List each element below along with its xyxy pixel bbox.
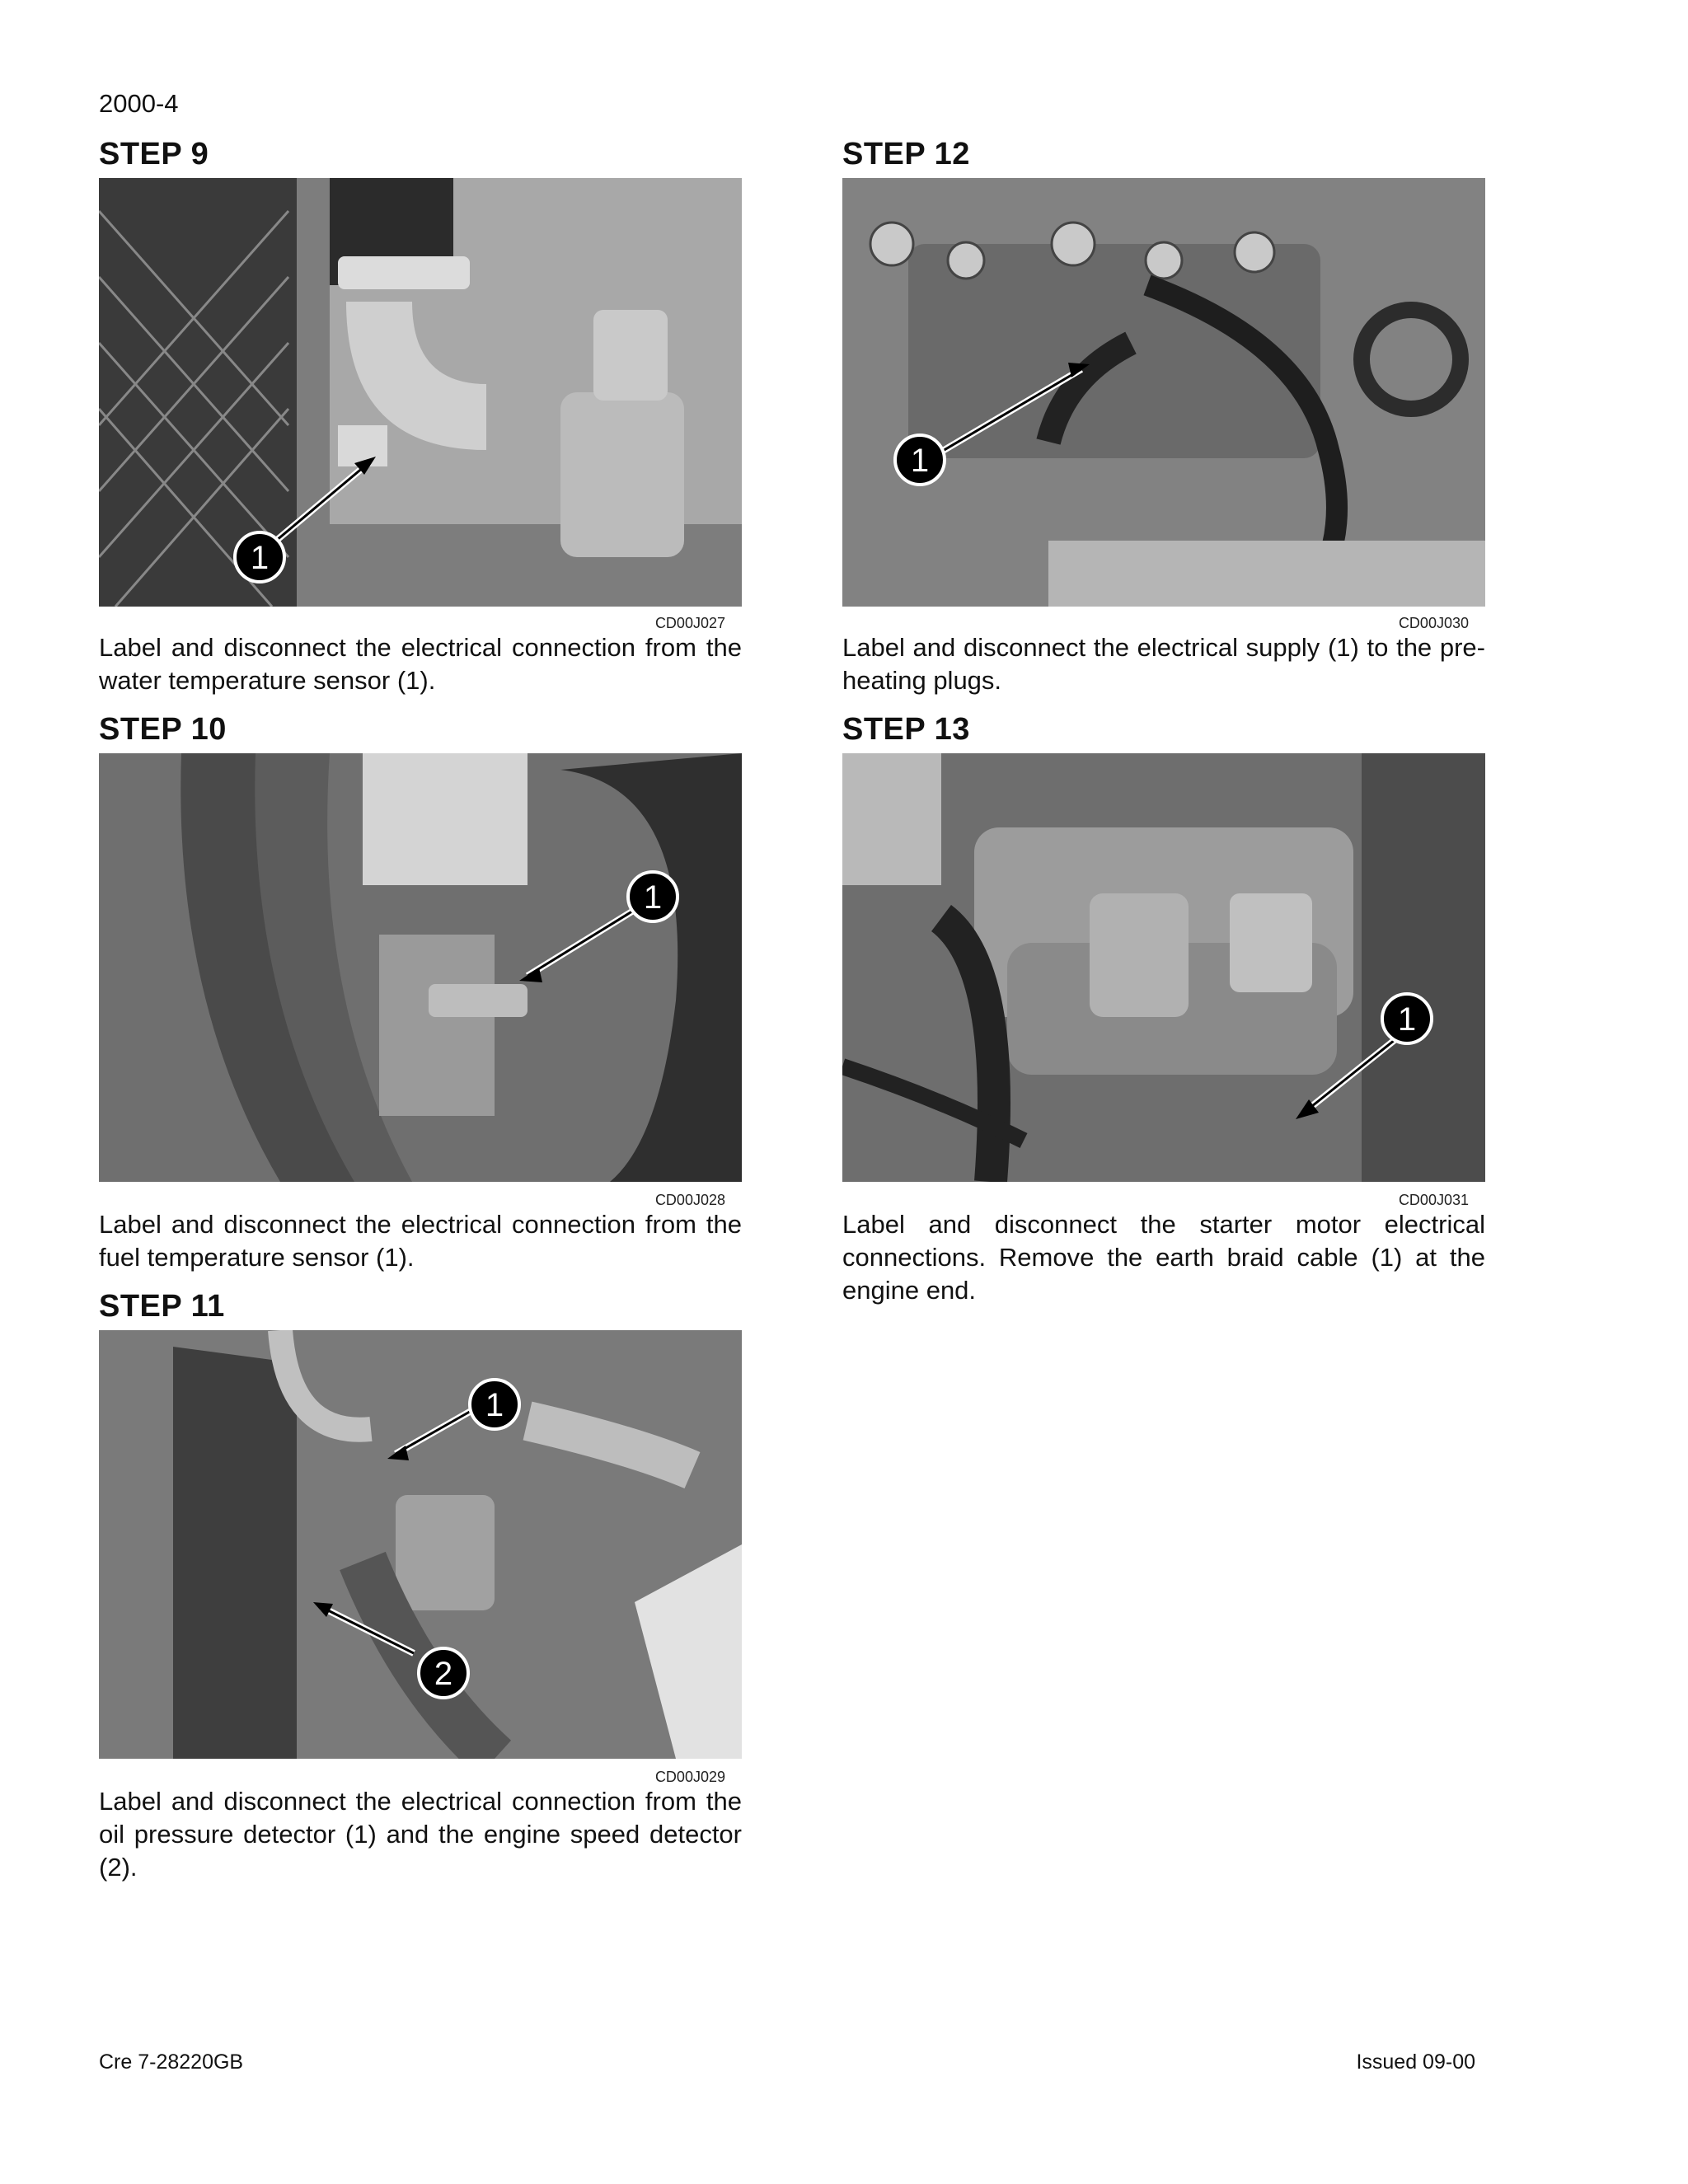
step-13-title: STEP 13	[842, 712, 970, 747]
step-9-caption: Label and disconnect the electrical connection from the water temperature sensor (1).	[99, 633, 742, 695]
step-10-title: STEP 10	[99, 712, 227, 747]
step-10-code: CD00J028	[654, 1192, 725, 1208]
step-12-code: CD00J030	[1398, 615, 1469, 631]
step-13-code: CD00J031	[1398, 1192, 1469, 1208]
step-11-title: STEP 11	[99, 1289, 225, 1324]
step-9-title: STEP 9	[99, 137, 209, 171]
step-11-callout-2: 2	[434, 1656, 453, 1692]
step-10-caption: Label and disconnect the electrical connection from the fuel temperature sensor (1).	[99, 1210, 742, 1272]
page-number: 2000-4	[99, 89, 179, 118]
step-11-callout-1: 1	[485, 1387, 504, 1423]
step-11-photo	[99, 1330, 742, 1759]
step-11-caption: Label and disconnect the electrical connection from the oil pressure detector (1) and the engine speed detector (2).	[99, 1787, 742, 1882]
step-12-callout-1: 1	[910, 443, 930, 479]
step-11-code: CD00J029	[654, 1769, 725, 1785]
step-9-code: CD00J027	[654, 615, 725, 631]
step-13-photo	[842, 753, 1485, 1182]
step-12-photo	[842, 178, 1485, 607]
step-12-caption: Label and disconnect the electrical supply (1) to the pre-heating plugs.	[842, 633, 1485, 695]
step-10-callout-1: 1	[643, 879, 663, 916]
footer-issue-date: Issued 09-00	[1356, 2050, 1475, 2074]
step-12-title: STEP 12	[842, 137, 970, 171]
footer-document-code: Cre 7-28220GB	[99, 2050, 244, 2074]
step-13-callout-1: 1	[1397, 1001, 1417, 1038]
step-9-callout-1: 1	[250, 540, 270, 576]
step-13-caption: Label and disconnect the starter motor electrical connections. Remove the earth braid cable (1) at the engine end.	[842, 1210, 1485, 1305]
step-10-photo	[99, 753, 742, 1182]
step-9-photo	[99, 178, 742, 607]
